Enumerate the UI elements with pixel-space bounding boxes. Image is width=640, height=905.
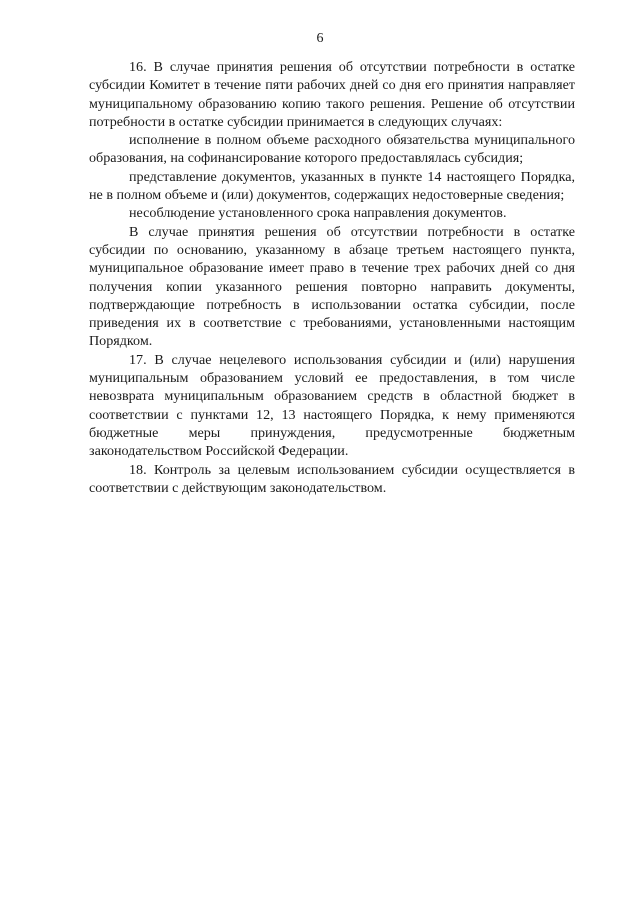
paragraph-case-deadline: несоблюдение установленного срока направления документов. (129, 205, 507, 222)
paragraph-case-fulfilled: исполнение в полном объеме расходного обязательства муниципального образования, на софинансирование которого предоставлялась субсидия; (89, 132, 575, 167)
paragraph-18: 18. Контроль за целевым использованием субсидии осуществляется в соответствии с действующим законодательством. (89, 461, 575, 496)
paragraph-17: 17. В случае нецелевого использования субсидии и (или) нарушения муниципальным образованием условий ее предоставления, в том числе невозврата муниципальным образованием средств в областной бюджет в соответствии с пунктами 12, 13 настоящего Порядка, к нему применяются бюджетные меры принуждения, предусмотренные бюджетным законодательством Российской Федерации. (89, 351, 575, 460)
paragraph-16-intro: 16. В случае принятия решения об отсутствии потребности в остатке субсидии Комитет в течение пяти рабочих дней со дня его принятия направляет муниципальному образованию копию такого решения. Решение об отсутствии потребности в остатке субсидии принимается в следующих случаях: (89, 59, 575, 130)
document-body (89, 58, 575, 497)
paragraph-resubmission: В случае принятия решения об отсутствии потребности в остатке субсидии по основанию, указанному в абзаце третьем настоящего пункта, муниципальное образование имеет право в течение трех рабочих дней со дня получения копии указанного решения повторно направить документы, подтверждающие потребность в использовании остатка субсидии, после приведения их в соответствие с требованиями, установленными настоящим Порядком. (89, 223, 575, 350)
page-number: 6 (316, 31, 324, 46)
paragraph-case-incomplete-docs: представление документов, указанных в пункте 14 настоящего Порядка, не в полном объеме и (или) документов, содержащих недостоверные сведения; (89, 168, 575, 204)
